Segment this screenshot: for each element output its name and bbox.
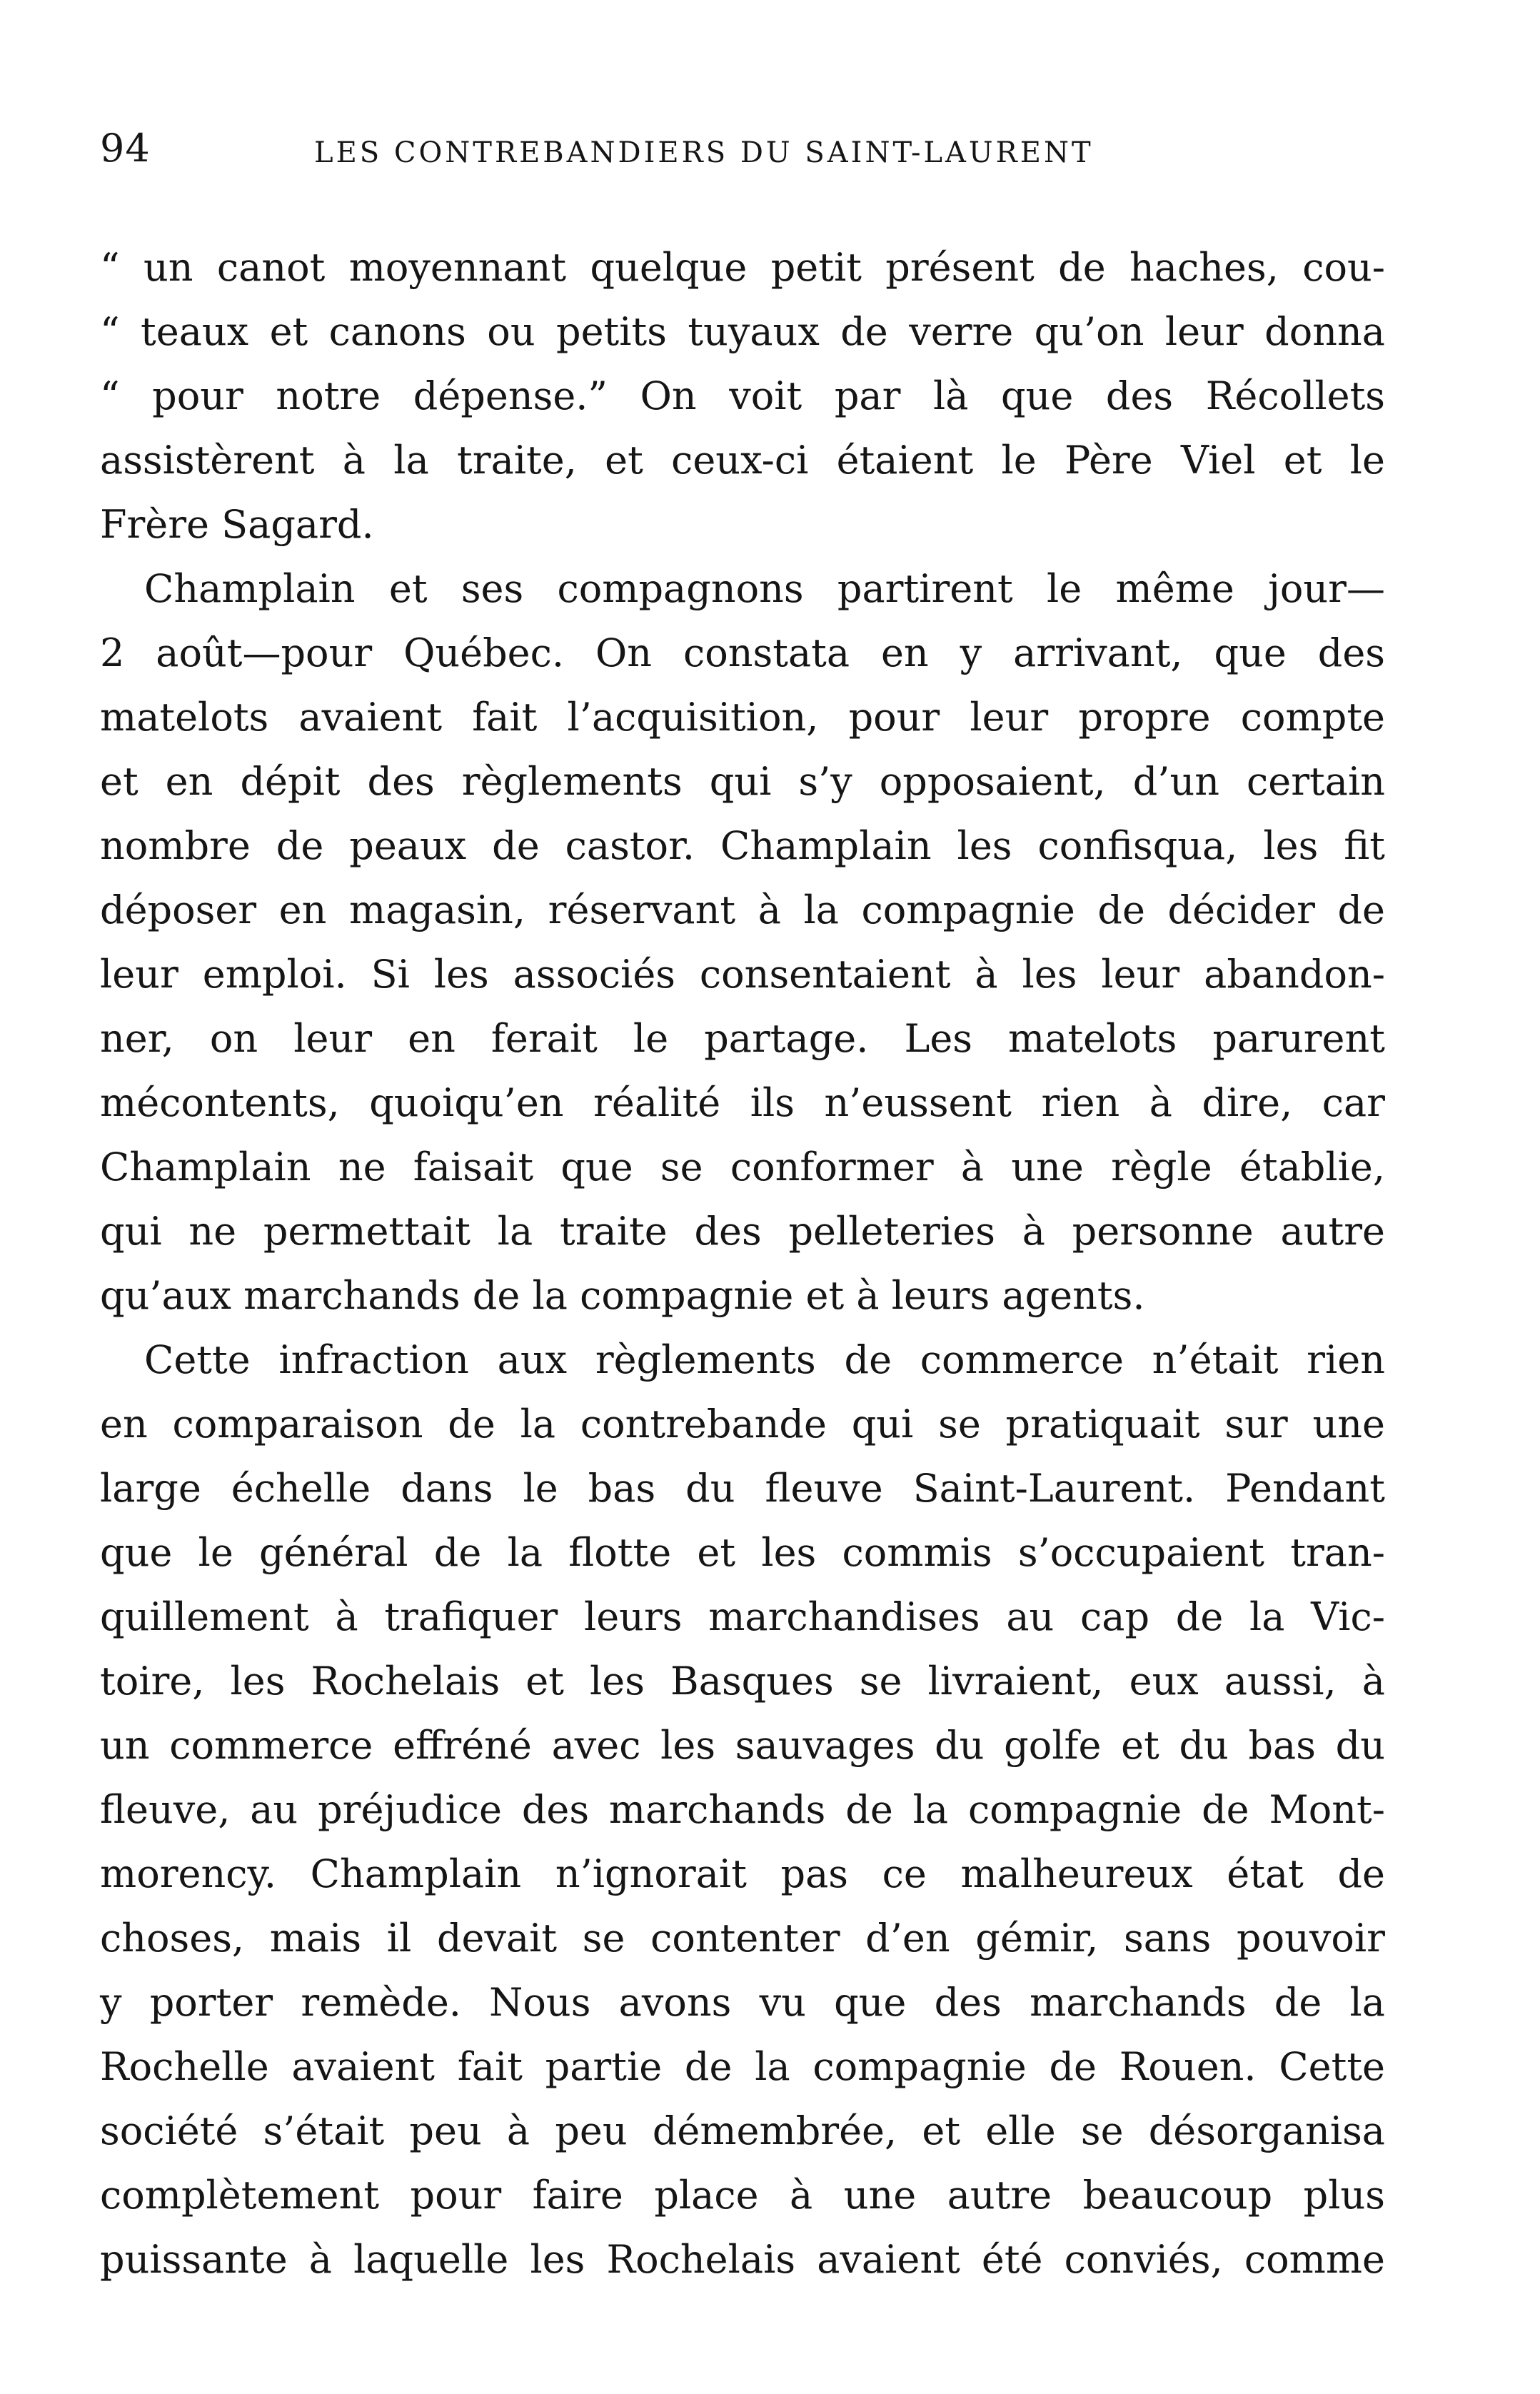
text-line: “ un canot moyennant quelque petit présent de haches, cou- xyxy=(100,245,1385,290)
text-line: qui ne permettait la traite des pelleteries à personne autre xyxy=(100,1209,1385,1254)
text-line: en comparaison de la contrebande qui se pratiquait sur une xyxy=(100,1402,1385,1447)
body-text xyxy=(100,236,1385,2292)
text-line: matelots avaient fait l’acquisition, pour leur propre compte xyxy=(100,695,1385,740)
text-line: “ pour notre dépense.” On voit par là que des Récollets xyxy=(100,373,1385,418)
text-line: Rochelle avaient fait partie de la compagnie de Rouen. Cette xyxy=(100,2044,1385,2089)
text-line: assistèrent à la traite, et ceux-ci étaient le Père Viel et le xyxy=(100,438,1385,483)
text-line: société s’était peu à peu démembrée, et elle se désorganisa xyxy=(100,2108,1385,2153)
text-line: nombre de peaux de castor. Champlain les confisqua, les fit xyxy=(100,823,1385,868)
text-line: et en dépit des règlements qui s’y opposaient, d’un certain xyxy=(100,759,1385,804)
text-line: complètement pour faire place à une autre beaucoup plus xyxy=(100,2173,1385,2218)
text-line: mécontents, quoiqu’en réalité ils n’eussent rien à dire, car xyxy=(100,1080,1385,1125)
text-line: qu’aux marchands de la compagnie et à leurs agents. xyxy=(100,1273,1145,1318)
text-line: “ teaux et canons ou petits tuyaux de verre qu’on leur donna xyxy=(100,309,1385,354)
text-line: ner, on leur en ferait le partage. Les matelots parurent xyxy=(100,1016,1385,1061)
page-number: 94 xyxy=(100,126,151,171)
text-line: déposer en magasin, réservant à la compagnie de décider de xyxy=(100,887,1385,932)
text-line: Frère Sagard. xyxy=(100,502,374,547)
text-line: puissante à laquelle les Rochelais avaient été conviés, comme xyxy=(100,2237,1385,2282)
text-line: quillement à trafiquer leurs marchandises au cap de la Vic- xyxy=(100,1594,1385,1639)
text-line: choses, mais il devait se contenter d’en gémir, sans pouvoir xyxy=(100,1916,1385,1961)
text-line: fleuve, au préjudice des marchands de la compagnie de Mont- xyxy=(100,1787,1385,1832)
text-line: y porter remède. Nous avons vu que des marchands de la xyxy=(100,1980,1385,2025)
running-title: LES CONTREBANDIERS DU SAINT-LAURENT xyxy=(314,136,1094,169)
text-line: large échelle dans le bas du fleuve Saint-Laurent. Pendant xyxy=(100,1466,1385,1511)
text-line: leur emploi. Si les associés consentaient à les leur abandon- xyxy=(100,952,1385,997)
running-header xyxy=(100,120,1385,177)
text-line: Champlain ne faisait que se conformer à une règle établie, xyxy=(100,1145,1385,1190)
text-line: que le général de la flotte et les commis s’occupaient tran- xyxy=(100,1530,1385,1575)
text-line: Cette infraction aux règlements de commerce n’était rien xyxy=(144,1337,1385,1382)
text-line: un commerce effréné avec les sauvages du golfe et du bas du xyxy=(100,1723,1385,1768)
text-line: toire, les Rochelais et les Basques se livraient, eux aussi, à xyxy=(100,1659,1385,1704)
text-line: morency. Champlain n’ignorait pas ce malheureux état de xyxy=(100,1851,1385,1896)
text-line: 2 août—pour Québec. On constata en y arrivant, que des xyxy=(100,630,1385,675)
text-line: Champlain et ses compagnons partirent le même jour— xyxy=(144,566,1385,611)
